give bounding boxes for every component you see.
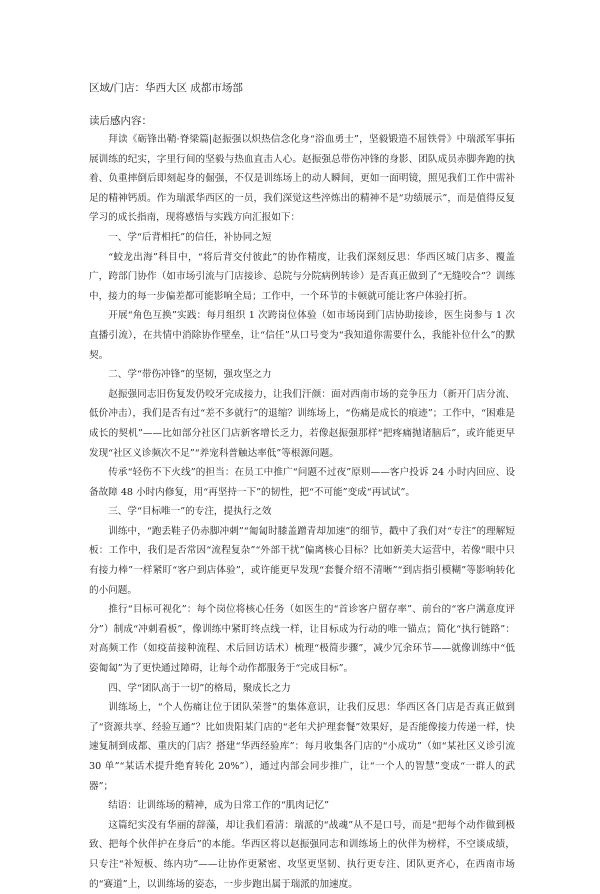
- intro-paragraph: 拜读《砺锋出鞘·脊梁篇|赵振强以炽热信念化身“浴血勇士”，坚毅锻造不屈铁骨》中瑞派军事拓展训练的纪实，字里行间的坚毅与热血直击人心。赵振强总带伤冲锋的身影、团队成员赤脚奔跑的执着、负重摔倒后即刻起身的倔强，不仅是训练场上的动人瞬间，更如一面明镜，照见我们工作中需补足的精神钙质。作为瑞派华西区的一员，我们深觉这些淬炼出的精神不是“功绩展示”，而是值得反复学习的成长指南，现将感悟与实践方向汇报如下：: [89, 134, 515, 224]
- body-paragraph: 训练中，“跑丢鞋子仍赤脚冲刺”“匍匐时膝盖蹭青却加速”的细节，戳中了我们对“专注”的理解短板：工作中，我们是否常因“流程复杂”“外部干扰”偏离核心目标？比如新美大运营中，若像“眼中只有接力棒”一样紧盯“客户到店体验”，或许能更早发现“套餐介绍不清晰”“到店指引模糊”等影响转化的小问题。: [89, 525, 515, 596]
- section-heading-1: 一、学“后背相托”的信任，补协同之短: [108, 231, 272, 243]
- section-heading-4: 四、学“团队高于一切”的格局，聚成长之力: [108, 682, 291, 694]
- conclusion-paragraph: 这篇纪实没有华丽的辞藻，却让我们看清：瑞派的“战魂”从不是口号，而是“把每个动作做到极致、把每个伙伴护在身后”的本能。华西区将以赵振强同志和训练场上的伙伴为榜样，不空谈成绩，只专注“补短板、练内功”——让协作更紧密、攻坚更坚韧、执行更专注、团队更齐心，在西南市场的“赛道”上，以训练场的姿态，一步步跑出属于瑞派的加速度。: [89, 819, 515, 890]
- region-store-line: 区域/门店：华西大区 成都市场部: [89, 82, 243, 94]
- conclusion-heading: 结语：让训练场的精神，成为日常工作的“肌肉记忆”: [108, 800, 330, 812]
- section-heading-3: 三、学“目标唯一”的专注，提执行之效: [108, 506, 272, 518]
- body-paragraph: 训练场上，“个人伤痛让位于团队荣誉”的集体意识，让我们反思：华西区各门店是否真正做到了“资源共享、经验互通”？比如贵阳某门店的“老年犬护理套餐”效果好，是否能像接力传递一样，快速复制到成都、重庆的门店？搭建“华西经验库”：每月收集各门店的“小成功”（如“某社区义诊引流 30 单”“某话术提升绝育转化 20%”），通过内部会同步推广，让“一个人的智慧”变成“一群人的武器”；: [89, 702, 515, 792]
- review-content-label: 读后感内容：: [89, 115, 152, 127]
- section-heading-2: 二、学“带伤冲锋”的坚韧，强攻坚之力: [108, 369, 272, 381]
- review-body: [89, 130, 515, 894]
- body-paragraph: 传承“轻伤不下火线”的担当：在员工中推广“问题不过夜”原则——客户投诉 24 小时内回应、设备故障 48 小时内修复，用“再坚持一下”的韧性，把“不可能”变成“再试试”。: [89, 467, 515, 498]
- body-paragraph: 赵振强同志旧伤复发仍咬牙完成接力，让我们汗颜：面对西南市场的竞争压力（新开门店分流、低价冲击），我们是否有过“差不多就行”的退缩？训练场上，“伤痛是成长的痕迹”；工作中，“困难是成长的契机”——比如部分社区门店新客增长乏力，若像赵振强那样“把疼痛抛诸脑后”，或许能更早发现“社区义诊频次不足”“养宠科普触达率低”等根源问题。: [89, 388, 515, 459]
- body-paragraph: “蛟龙出海”科目中，“将后背交付彼此”的协作精度，让我们深刻反思：华西区城门店多、覆盖广，跨部门协作（如市场引流与门店接诊、总院与分院病例转诊）是否真正做到了“无缝咬合”？训练中，接力的每一步偏差都可能影响全局；工作中，一个环节的卡顿就可能让客户体验打折。: [89, 251, 515, 302]
- body-paragraph: 推行“目标可视化”：每个岗位将核心任务（如医生的“首诊客户留存率”、前台的“客户满意度评分”）制成“冲刺看板”，像训练中紧盯终点线一样，让目标成为行动的唯一锚点；简化“执行链路”：对高频工作（如疫苗接种流程、术后回访话术）梳理“极简步骤”，减少冗余环节——就像训练中“低姿匍匐”为了更快通过障碍，让每个动作都服务于“完成目标”。: [89, 604, 515, 675]
- body-paragraph: 开展“角色互换”实践：每月组织 1 次跨岗位体验（如市场岗到门店协助接诊，医生岗参与 1 次直播引流），在共情中消除协作壁垒，让“信任”从口号变为“我知道你需要什么，我能补位什么”的默契。: [89, 310, 515, 361]
